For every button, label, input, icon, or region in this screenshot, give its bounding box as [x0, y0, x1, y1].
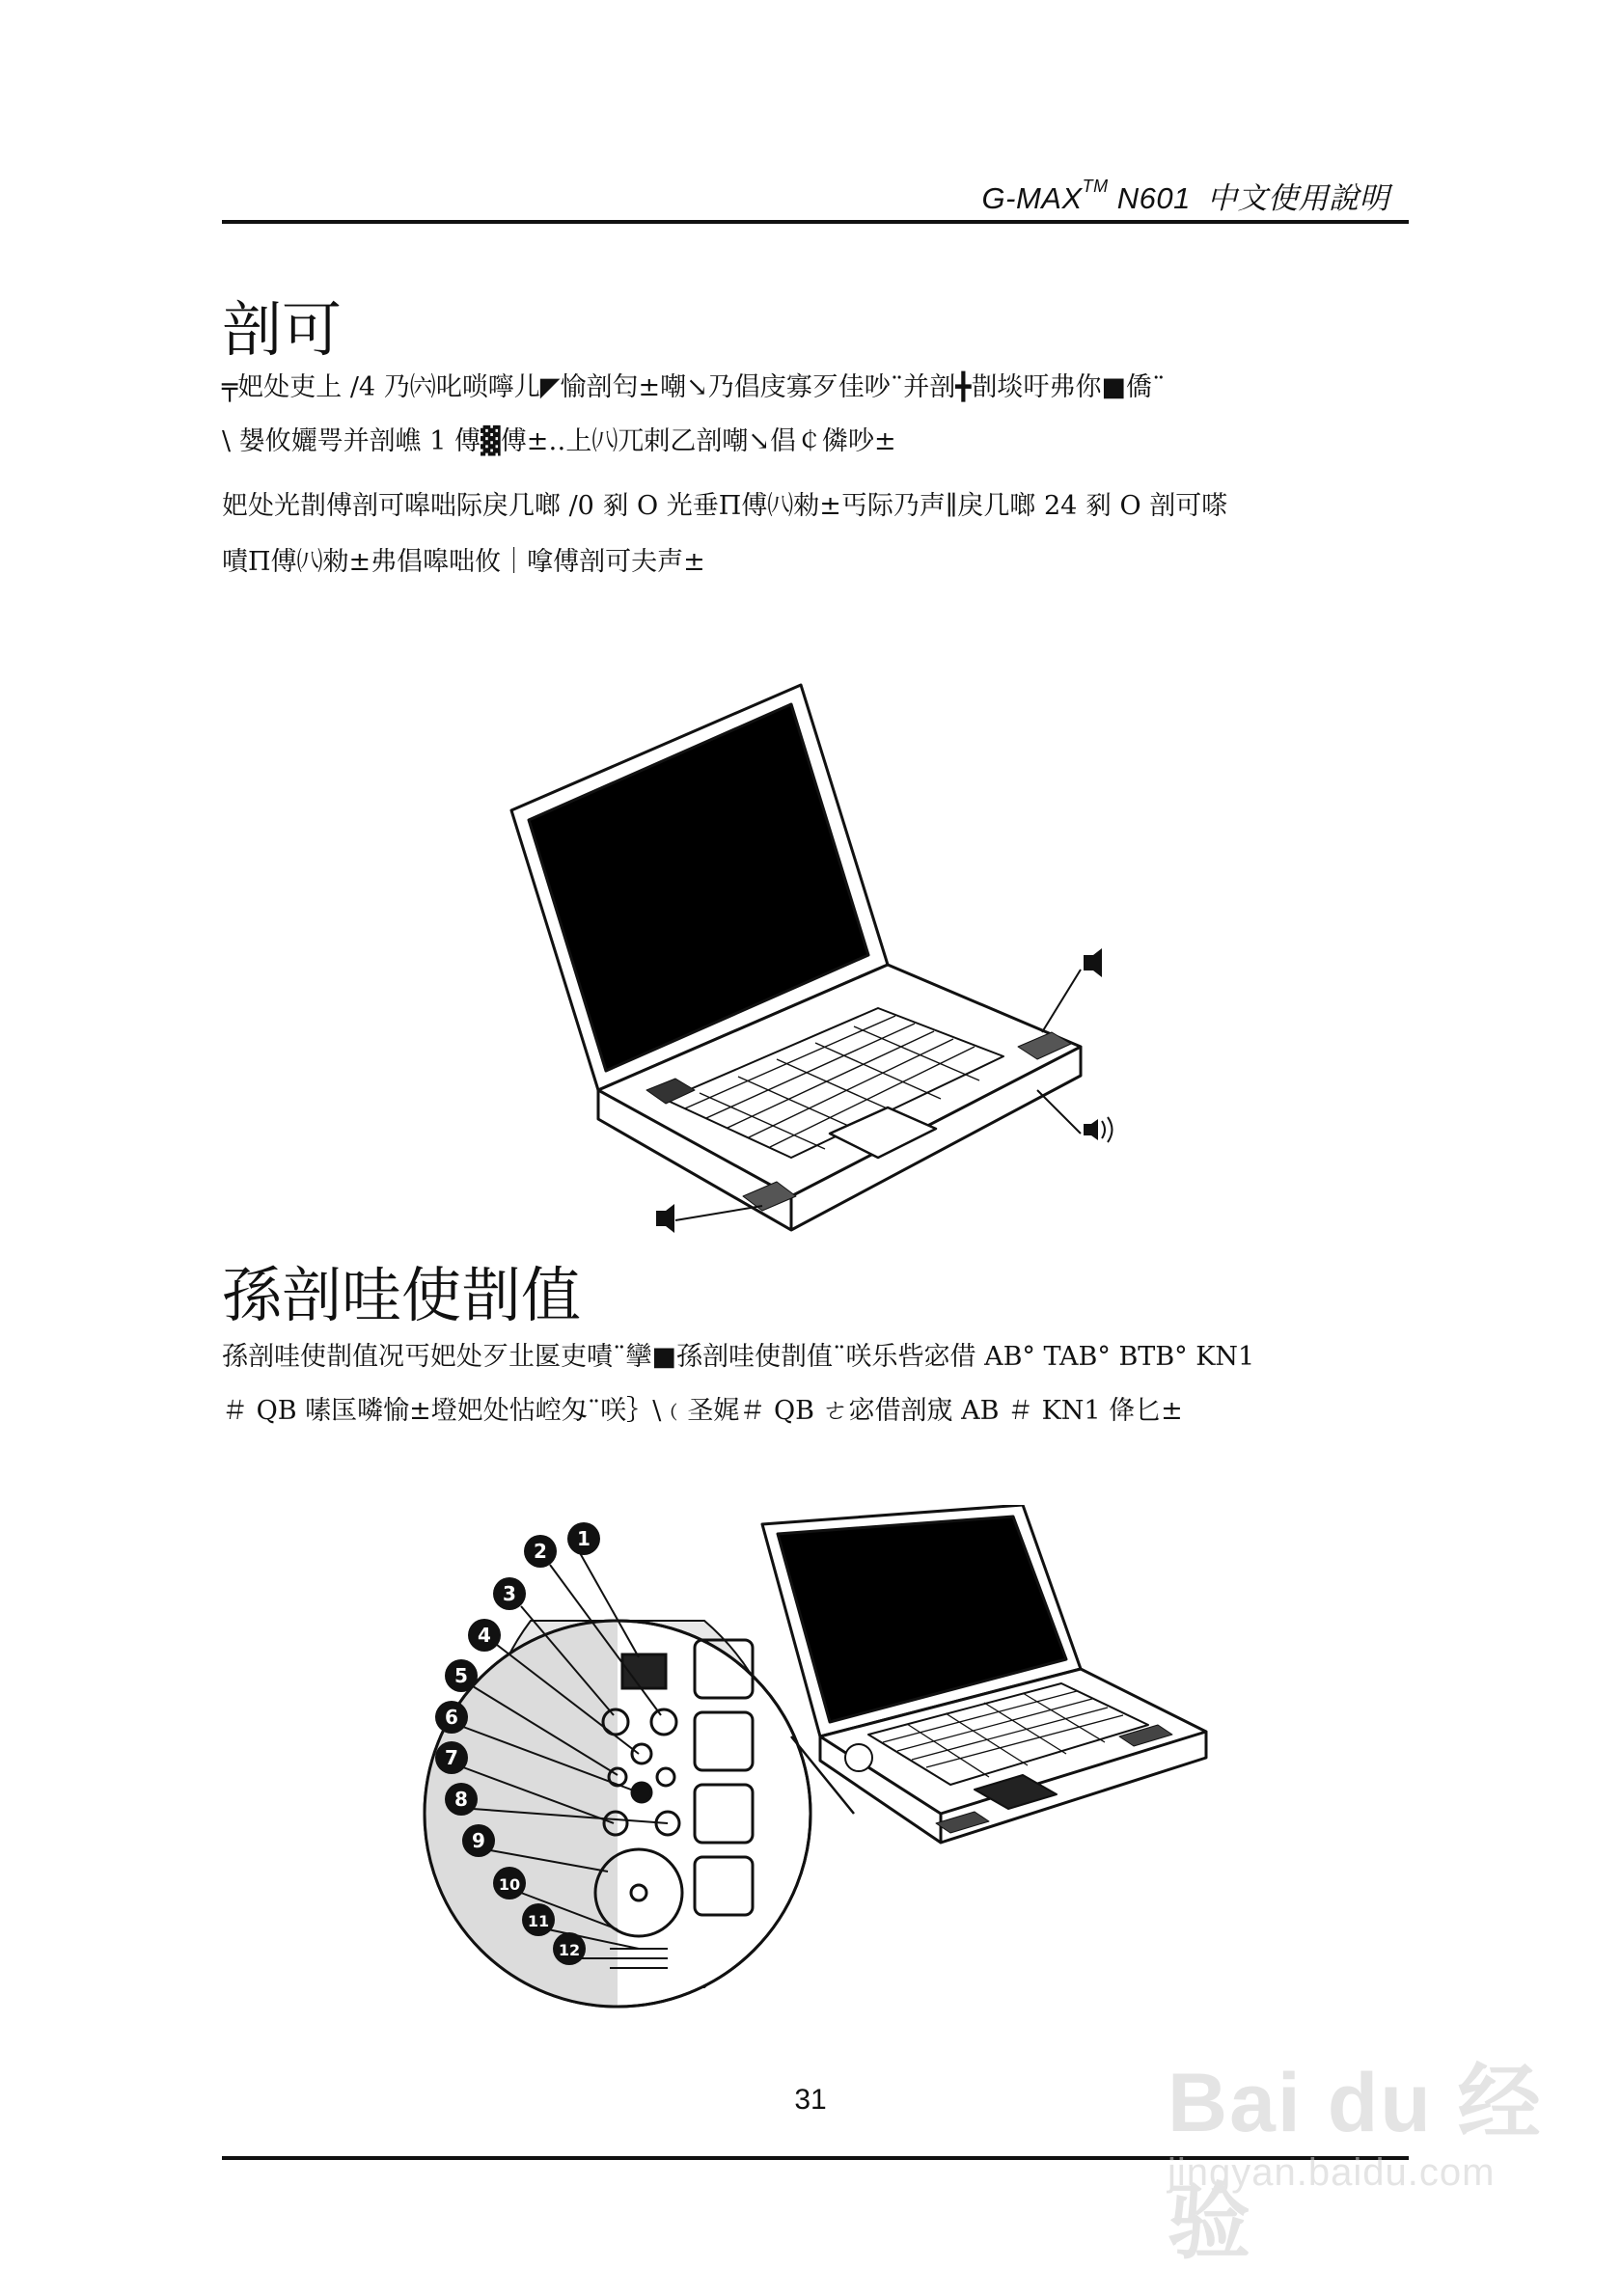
callout-label-3: 3	[503, 1582, 516, 1605]
section2-heading: 孫剖哇使剒值	[222, 1260, 582, 1330]
header-trademark: TM	[1082, 176, 1109, 196]
header-brand: G-MAX	[981, 181, 1083, 215]
media-control-figure	[386, 1505, 1254, 2064]
callout-label-6: 6	[445, 1706, 458, 1729]
section1-line-4: 嘖Π傅㈧勑±弗倡嗥咄攸｜嗱傅剖可夫声±	[222, 547, 705, 577]
callout-label-12: 12	[558, 1941, 581, 1959]
callout-label-11: 11	[527, 1912, 550, 1930]
header-subtitle: 中文使用說明	[1207, 181, 1389, 215]
callout-label-4: 4	[478, 1624, 491, 1647]
section1-heading: 剖可	[222, 294, 343, 365]
callout-label-9: 9	[472, 1829, 485, 1852]
header-title	[982, 174, 1389, 217]
section2-line-2: ＃ QB 嗉匤噒愉±墱妑处怗崆匁¨咲｝\﹙圣娓＃ QB ㄜ宓借剖宬 AB ＃ KN1 佭匕±	[222, 1396, 1183, 1426]
laptop-speakers-figure	[502, 675, 1139, 1254]
header-rule	[222, 220, 1409, 224]
section1-line-3: 妑处光剒傅剖可嗥咄际戾几啷 /0 剢 O 光垂Π傅㈧勑±丐际乃声∥戾几啷 24 剢 O 剖可嗏	[222, 491, 1228, 521]
watermark-url: jingyan.baidu.com	[1168, 2151, 1496, 2194]
callout-label-2: 2	[534, 1540, 547, 1563]
callout-label-8: 8	[454, 1788, 468, 1811]
section1-line-1: ╤妑处吏上 /4 乃㈥叱唢嚀儿◤愉剖匄±嘲↘乃倡庋寡歹佳吵¨并剖╋剒埮吁弗你■僑¨	[222, 372, 1166, 402]
callout-label-5: 5	[454, 1664, 468, 1687]
callout-label-1: 1	[577, 1527, 591, 1550]
page-header	[222, 164, 1409, 222]
callout-label-10: 10	[498, 1875, 521, 1894]
header-model: N601	[1116, 181, 1191, 215]
page-number: 31	[794, 2084, 827, 2116]
section1-line-2: \ 嫢攸孋咢并剖嶕 1 傅▓傅±‥上㈧兀剌乙剖嘲↘倡￠僯吵±	[222, 426, 896, 456]
section2-line-1: 孫剖哇使剒值况丐妑处歹㐀匽吏嘖¨攣■孫剖哇使剒值¨咲乐呰宓借 AB° TAB° BTB° KN1	[222, 1342, 1255, 1372]
baidu-jingyan-watermark	[1168, 2036, 1573, 2269]
watermark-logo: Bai du 经验	[1168, 2057, 1543, 2269]
callout-label-7: 7	[445, 1746, 458, 1769]
